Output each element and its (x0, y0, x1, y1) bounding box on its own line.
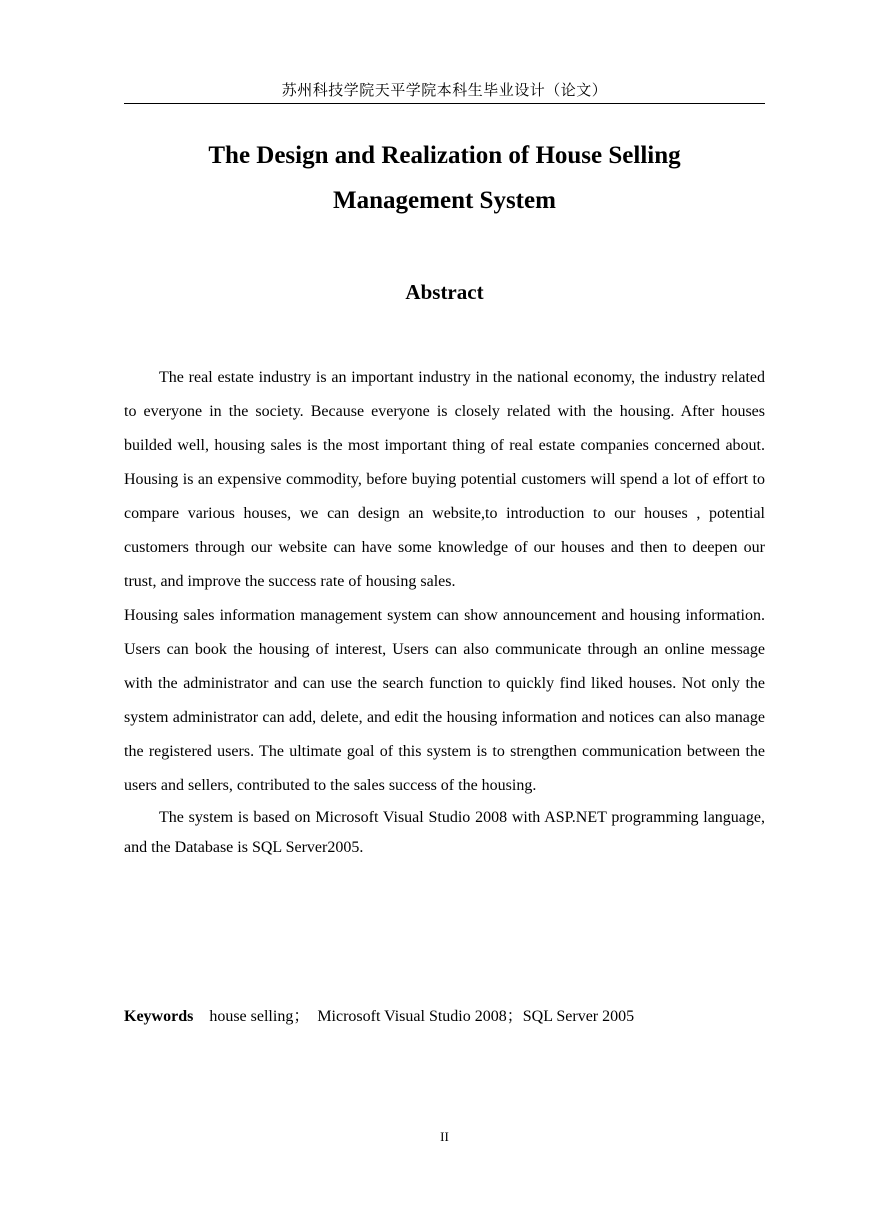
abstract-paragraph-3: The system is based on Microsoft Visual Studio 2008 with ASP.NET programming language, and the Database is SQL Server2005. (124, 809, 765, 856)
page-number: II (440, 1129, 449, 1144)
abstract-paragraph-1: The real estate industry is an important industry in the national economy, the industry related to everyone in the society. Because everyone is closely related with the housing. After houses builded well, housing sales is the most important thing of real estate companies concerned about. Housing is an expensive commodity, before buying potential customers will spend a lot of effort to compare various houses, we can design an website,to introduction to our houses , potential customers through our website can have some knowledge of our houses and then to deepen our trust, and improve the success rate of housing sales. (124, 369, 765, 590)
abstract-heading: Abstract (405, 280, 484, 304)
keywords-line (124, 1005, 765, 1029)
paper-title (124, 133, 765, 223)
keywords-label: Keywords (124, 1008, 194, 1025)
abstract-paragraph-2: Housing sales information management system can show announcement and housing information. Users can book the housing of interest, Users can also communicate through an online message with the administrator and can use the search function to quickly find liked houses. Not only the system administrator can add, delete, and edit the housing information and notices can also manage the registered users. The ultimate goal of this system is to strengthen communication between the users and sellers, contributed to the sales success of the housing. (124, 607, 765, 794)
keywords-text: house selling； Microsoft Visual Studio 2008；SQL Server 2005 (209, 1008, 635, 1025)
paper-title-line-1: The Design and Realization of House Selling (208, 142, 681, 169)
running-header: 苏州科技学院天平学院本科生毕业设计（论文） (281, 83, 608, 99)
paper-title-line-2: Management System (333, 187, 556, 214)
abstract-body (124, 361, 765, 863)
header-rule (124, 103, 765, 104)
